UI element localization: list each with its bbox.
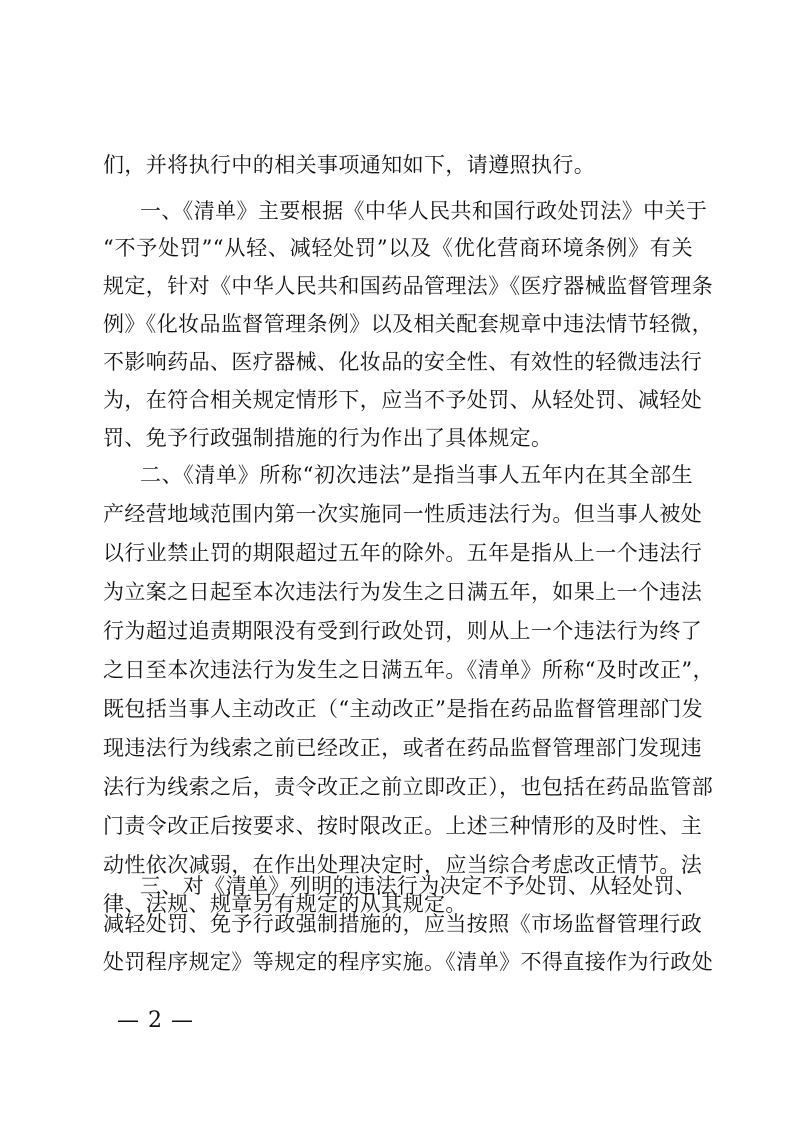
text-line: 为，在符合相关规定情形下，应当不予处罚、从轻处罚、减轻处 [103,388,703,412]
text-line: 处罚程序规定》等规定的程序实施。《清单》不得直接作为行政处 [103,950,714,974]
text-line: 减轻处罚、免予行政强制措施的，应当按照《市场监督管理行政 [103,912,703,936]
text-line: 以行业禁止罚的期限超过五年的除外。五年是指从上一个违法行 [103,541,703,565]
text-line: 例》《化妆品监督管理条例》以及相关配套规章中违法情节轻微， [103,312,714,336]
text-line: 不影响药品、医疗器械、化妆品的安全性、有效性的轻微违法行 [103,350,703,374]
text-line: 罚、免予行政强制措施的行为作出了具体规定。 [103,426,553,450]
text-line: 一、《清单》主要根据《中华人民共和国行政处罚法》中关于 [140,199,708,223]
text-line: 之日至本次违法行为发生之日满五年。《清单》所称“及时改正”， [103,658,714,682]
text-line: “不予处罚”“从轻、减轻处罚”以及《优化营商环境条例》有关 [103,236,693,260]
text-line: 现违法行为线索之前已经改正，或者在药品监督管理部门发现违 [103,736,703,760]
text-line: 规定，针对《中华人民共和国药品管理法》《医疗器械监督管理条 [103,274,714,298]
text-line: 行为超过追责期限没有受到行政处罚，则从上一个违法行为终了 [103,619,703,643]
text-line: 们，并将执行中的相关事项通知如下，请遵照执行。 [103,153,596,177]
text-line: 二、《清单》所称“初次违法”是指当事人五年内在其全部生 [140,463,693,487]
text-line: 门责令改正后按要求、按时限改正。上述三种情形的及时性、主 [103,814,703,838]
text-line: 动性依次减弱，在作出处理决定时，应当综合考虑改正情节。法 [103,853,703,877]
text-line: 法行为线索之后，责令改正之前立即改正），也包括在药品监管部 [103,775,714,799]
text-line: 为立案之日起至本次违法行为发生之日满五年，如果上一个违法 [103,580,703,604]
text-line: 产经营地域范围内第一次实施同一性质违法行为。但当事人被处 [103,502,703,526]
page-number: — 2 — [117,1008,194,1033]
text-line: 三、对《清单》列明的违法行为决定不予处罚、从轻处罚、 [140,874,697,898]
text-line: 律、法规、规章另有规定的从其规定。 [103,892,467,916]
text-line: 既包括当事人主动改正（“主动改正”是指在药品监督管理部门发 [103,697,704,721]
